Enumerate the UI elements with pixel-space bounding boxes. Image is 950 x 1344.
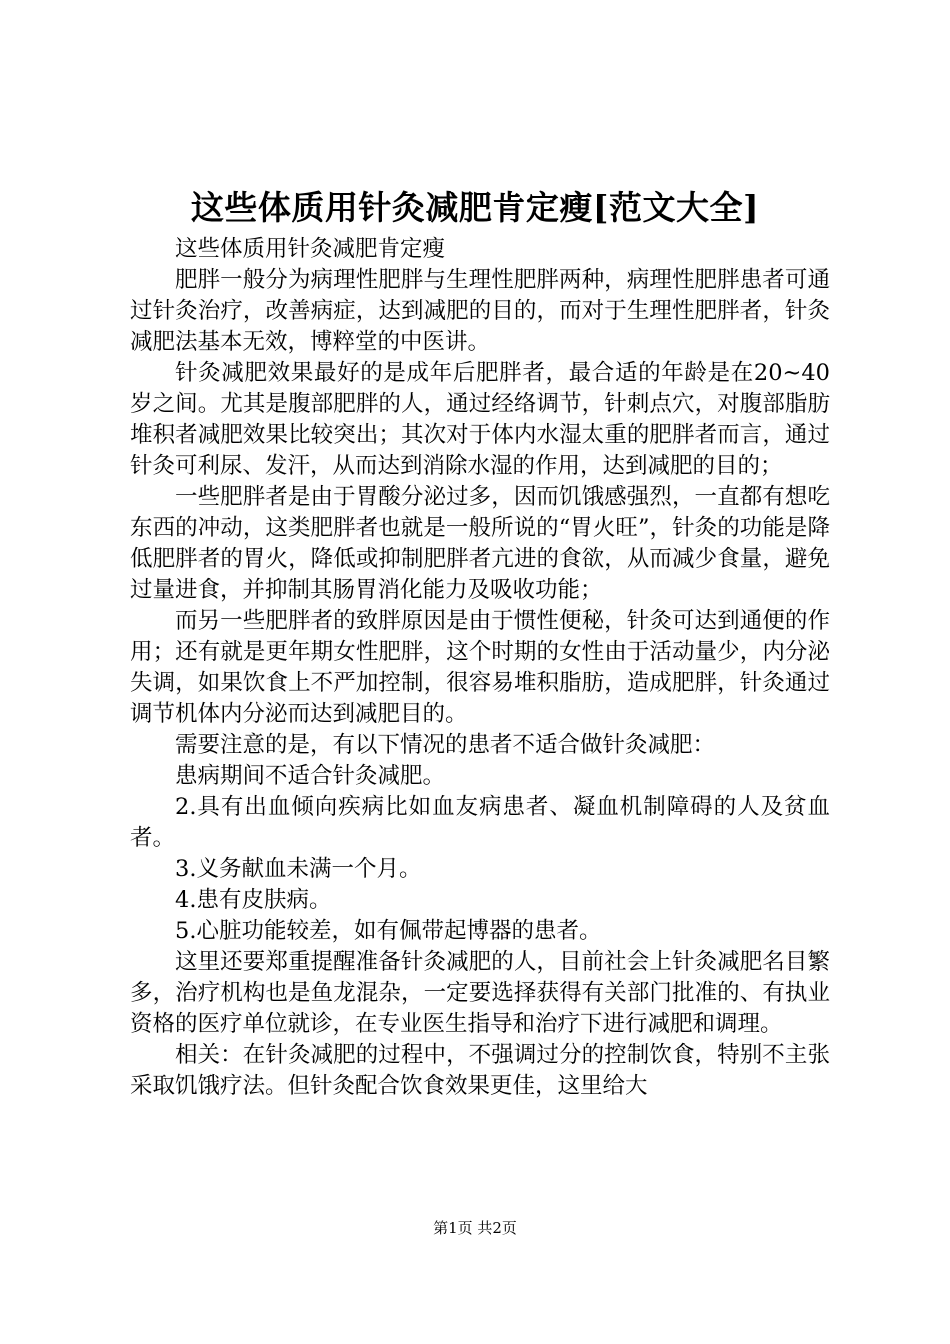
paragraph: 一些肥胖者是由于胃酸分泌过多，因而饥饿感强烈，一直都有想吃东西的冲动，这类肥胖者也就是一般所说的“胃火旺”，针灸的功能是降低肥胖者的胃火，降低或抑制肥胖者亢进的食欲，从而减少食量，避免过量进食，并抑制其肠胃消化能力及吸收功能； (130, 484, 830, 603)
document-title: 这些体质用针灸减肥肯定瘦[范文大全] (190, 188, 760, 227)
paragraph: 而另一些肥胖者的致胖原因是由于惯性便秘，针灸可达到通便的作用；还有就是更年期女性肥胖，这个时期的女性由于活动量少，内分泌失调，如果饮食上不严加控制，很容易堆积脂肪，造成肥胖，针灸通过调节机体内分泌而达到减肥目的。 (130, 608, 830, 727)
document-body (130, 234, 830, 1102)
paragraph: 需要注意的是，有以下情况的患者不适合做针灸减肥： (175, 732, 716, 758)
list-item: 5.心脏功能较差，如有佩带起博器的患者。 (175, 918, 602, 944)
list-item: 4.患有皮肤病。 (175, 887, 332, 913)
paragraph-subtitle: 这些体质用针灸减肥肯定瘦 (175, 236, 446, 262)
paragraph: 肥胖一般分为病理性肥胖与生理性肥胖两种，病理性肥胖患者可通过针灸治疗，改善病症，达到减肥的目的，而对于生理性肥胖者，针灸减肥法基本无效，博粹堂的中医讲。 (130, 267, 830, 355)
page-number: 第1页 共2页 (433, 1219, 517, 1237)
paragraph: 针灸减肥效果最好的是成年后肥胖者，最合适的年龄是在20~40岁之间。尤其是腹部肥胖的人，通过经络调节，针刺点穴，对腹部脂肪堆积者减肥效果比较突出；其次对于体内水湿太重的肥胖者而言，通过针灸可利尿、发汗，从而达到消除水湿的作用，达到减肥的目的； (130, 360, 830, 479)
list-item: 患病期间不适合针灸减肥。 (175, 763, 446, 789)
list-item: 3.义务献血未满一个月。 (175, 856, 422, 882)
paragraph: 这里还要郑重提醒准备针灸减肥的人，目前社会上针灸减肥名目繁多，治疗机构也是鱼龙混杂，一定要选择获得有关部门批准的、有执业资格的医疗单位就诊，在专业医生指导和治疗下进行减肥和调理。 (130, 949, 830, 1037)
list-item: 2.具有出血倾向疾病比如血友病患者、凝血机制障碍的人及贫血者。 (130, 794, 830, 851)
paragraph: 相关：在针灸减肥的过程中，不强调过分的控制饮食，特别不主张采取饥饿疗法。但针灸配合饮食效果更佳，这里给大 (130, 1042, 830, 1099)
